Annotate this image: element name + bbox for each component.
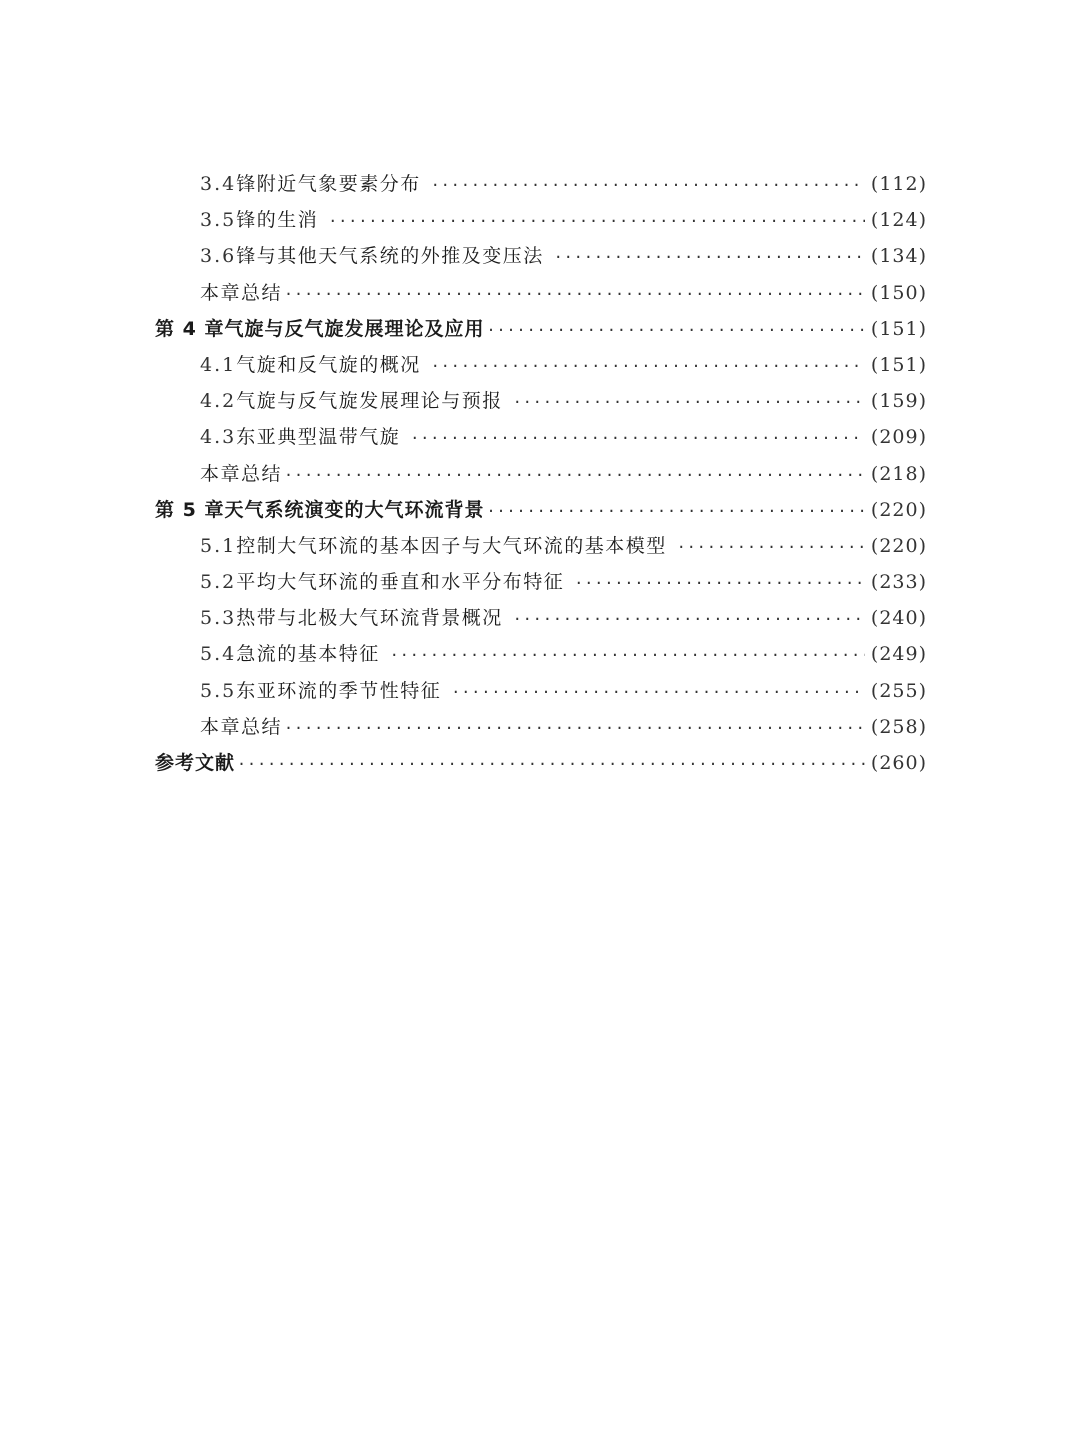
toc-entry-4-2[interactable]: [155, 383, 927, 419]
page-number: (151): [870, 317, 927, 340]
dot-leader: [513, 601, 865, 637]
section-number: 4.3: [200, 426, 237, 449]
toc-entry-3-6[interactable]: [155, 238, 927, 274]
dot-leader: [328, 203, 865, 239]
toc-entry-references[interactable]: [155, 745, 927, 781]
page-number: (151): [870, 353, 927, 376]
page-number: (249): [870, 643, 927, 666]
chapter-number: 第 4 章: [155, 317, 225, 340]
section-number: 5.4: [200, 643, 237, 666]
section-title: 东亚环流的季节性特征: [236, 679, 442, 702]
page-number: (258): [870, 715, 927, 738]
chapter-title: 气旋与反气旋发展理论及应用: [224, 317, 485, 340]
section-title: 东亚典型温带气旋: [236, 426, 401, 449]
page-number: (260): [870, 752, 927, 774]
dot-leader: [431, 348, 865, 384]
dot-leader: [513, 384, 865, 420]
page-number: (150): [870, 281, 927, 304]
section-title: 急流的基本特征: [236, 643, 380, 666]
page-number: (218): [870, 462, 927, 485]
dot-leader: [574, 565, 865, 601]
section-title: 热带与北极大气环流背景概况: [236, 607, 503, 630]
dot-leader: [554, 239, 865, 275]
section-number: 5.2: [200, 571, 237, 594]
chapter-number: 第 5 章: [155, 498, 225, 521]
toc-entry-chapter-5-summary[interactable]: [155, 709, 927, 745]
section-number: 5.3: [200, 607, 237, 630]
section-number: 3.4: [200, 173, 237, 195]
page-number: (233): [870, 571, 927, 594]
section-title: 平均大气环流的垂直和水平分布特征: [236, 571, 565, 594]
page-number: (240): [870, 607, 927, 630]
section-title: 气旋和反气旋的概况: [236, 353, 421, 376]
toc-entry-5-4[interactable]: [155, 636, 927, 672]
toc-entry-5-2[interactable]: [155, 564, 927, 600]
section-title: 气旋与反气旋发展理论与预报: [236, 390, 503, 413]
toc-entry-5-5[interactable]: [155, 673, 927, 709]
toc-entry-5-3[interactable]: [155, 600, 927, 636]
page-number: (124): [870, 209, 927, 232]
dot-leader: [486, 312, 864, 348]
page-number: (209): [870, 426, 927, 449]
summary-title: 本章总结: [200, 715, 283, 738]
dot-leader: [451, 674, 865, 710]
references-title: 参考文献: [155, 752, 236, 774]
table-of-contents: [155, 166, 927, 781]
page-number: (112): [870, 173, 927, 195]
dot-leader: [284, 276, 865, 312]
section-title: 锋的生消: [236, 209, 319, 232]
toc-entry-3-5[interactable]: [155, 202, 927, 238]
section-number: 4.2: [200, 390, 237, 413]
section-title: 锋与其他天气系统的外推及变压法: [236, 245, 544, 268]
dot-leader: [284, 457, 865, 493]
dot-leader: [677, 529, 865, 565]
summary-title: 本章总结: [200, 462, 283, 485]
toc-entry-chapter-3-summary[interactable]: [155, 275, 927, 311]
dot-leader: [486, 493, 864, 529]
dot-leader: [237, 746, 865, 782]
toc-entry-4-1[interactable]: [155, 347, 927, 383]
section-number: 5.5: [200, 679, 237, 702]
toc-entry-5-1[interactable]: [155, 528, 927, 564]
page-number: (220): [870, 534, 927, 557]
summary-title: 本章总结: [200, 281, 283, 304]
section-number: 5.1: [200, 534, 237, 557]
section-number: 3.6: [200, 245, 237, 268]
section-number: 3.5: [200, 209, 237, 232]
toc-entry-chapter-5[interactable]: [155, 492, 927, 528]
section-title: 控制大气环流的基本因子与大气环流的基本模型: [236, 534, 667, 557]
page-number: (134): [870, 245, 927, 268]
page-number: (220): [870, 498, 927, 521]
dot-leader: [410, 420, 865, 456]
dot-leader: [284, 710, 865, 746]
toc-entry-chapter-4-summary[interactable]: [155, 456, 927, 492]
page-number: (159): [870, 390, 927, 413]
toc-entry-4-3[interactable]: [155, 419, 927, 455]
dot-leader: [390, 637, 865, 673]
page-number: (255): [870, 679, 927, 702]
section-title: 锋附近气象要素分布: [236, 173, 421, 195]
toc-entry-chapter-4[interactable]: [155, 311, 927, 347]
section-number: 4.1: [200, 353, 237, 376]
chapter-title: 天气系统演变的大气环流背景: [224, 498, 485, 521]
dot-leader: [431, 167, 865, 203]
toc-entry-3-4[interactable]: [155, 166, 927, 202]
